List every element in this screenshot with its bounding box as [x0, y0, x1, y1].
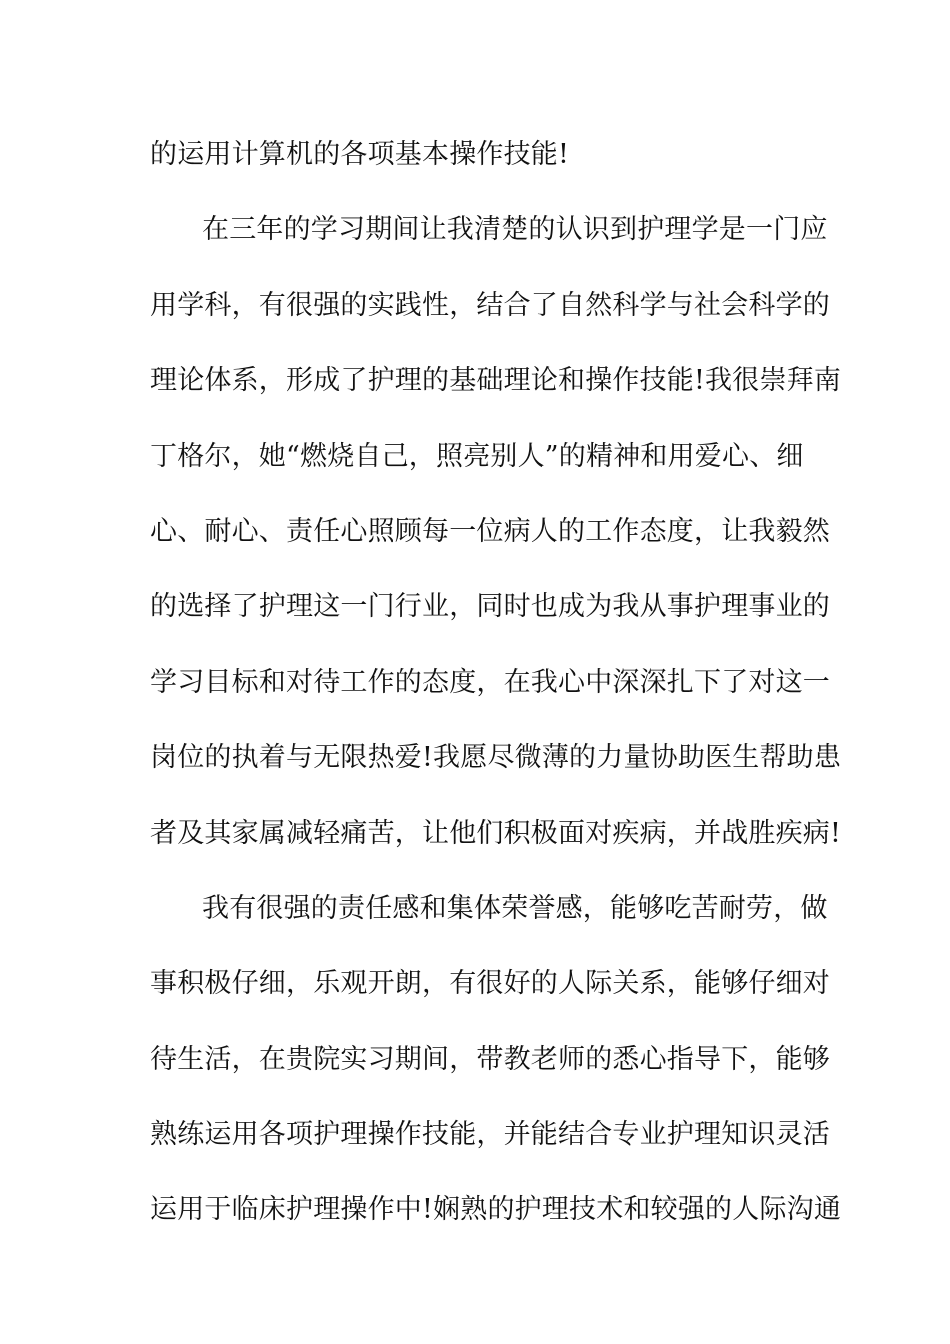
text-line: 学习目标和对待工作的态度，在我心中深深扎下了对这一 — [150, 666, 830, 698]
text-line: 心、耐心、责任心照顾每一位病人的工作态度，让我毅然 — [150, 515, 830, 547]
text-line: 运用于临床护理操作中!娴熟的护理技术和较强的人际沟通 — [150, 1194, 842, 1226]
text-line: 丁格尔，她“燃烧自己，照亮别人”的精神和用爱心、细 — [150, 440, 804, 472]
text-line: 用学科，有很强的实践性，结合了自然科学与社会科学的 — [150, 289, 830, 321]
text-line: 事积极仔细，乐观开朗，有很好的人际关系，能够仔细对 — [150, 968, 830, 1000]
text-line: 的选择了护理这一门行业，同时也成为我从事护理事业的 — [150, 591, 830, 623]
text-line: 待生活，在贵院实习期间，带教老师的悉心指导下，能够 — [150, 1043, 830, 1075]
text-line: 岗位的执着与无限热爱!我愿尽微薄的力量协助医生帮助患 — [150, 742, 842, 774]
text-line: 理论体系，形成了护理的基础理论和操作技能!我很崇拜南 — [150, 365, 842, 397]
paragraph-start-line: 我有很强的责任感和集体荣誉感，能够吃苦耐劳，做 — [202, 892, 828, 924]
document-body — [150, 132, 842, 1263]
paragraph-start-line: 在三年的学习期间让我清楚的认识到护理学是一门应 — [202, 214, 828, 246]
text-line: 的运用计算机的各项基本操作技能! — [150, 139, 570, 170]
text-line: 者及其家属减轻痛苦，让他们积极面对疾病，并战胜疾病! — [150, 817, 842, 849]
text-line: 熟练运用各项护理操作技能，并能结合专业护理知识灵活 — [150, 1119, 830, 1151]
